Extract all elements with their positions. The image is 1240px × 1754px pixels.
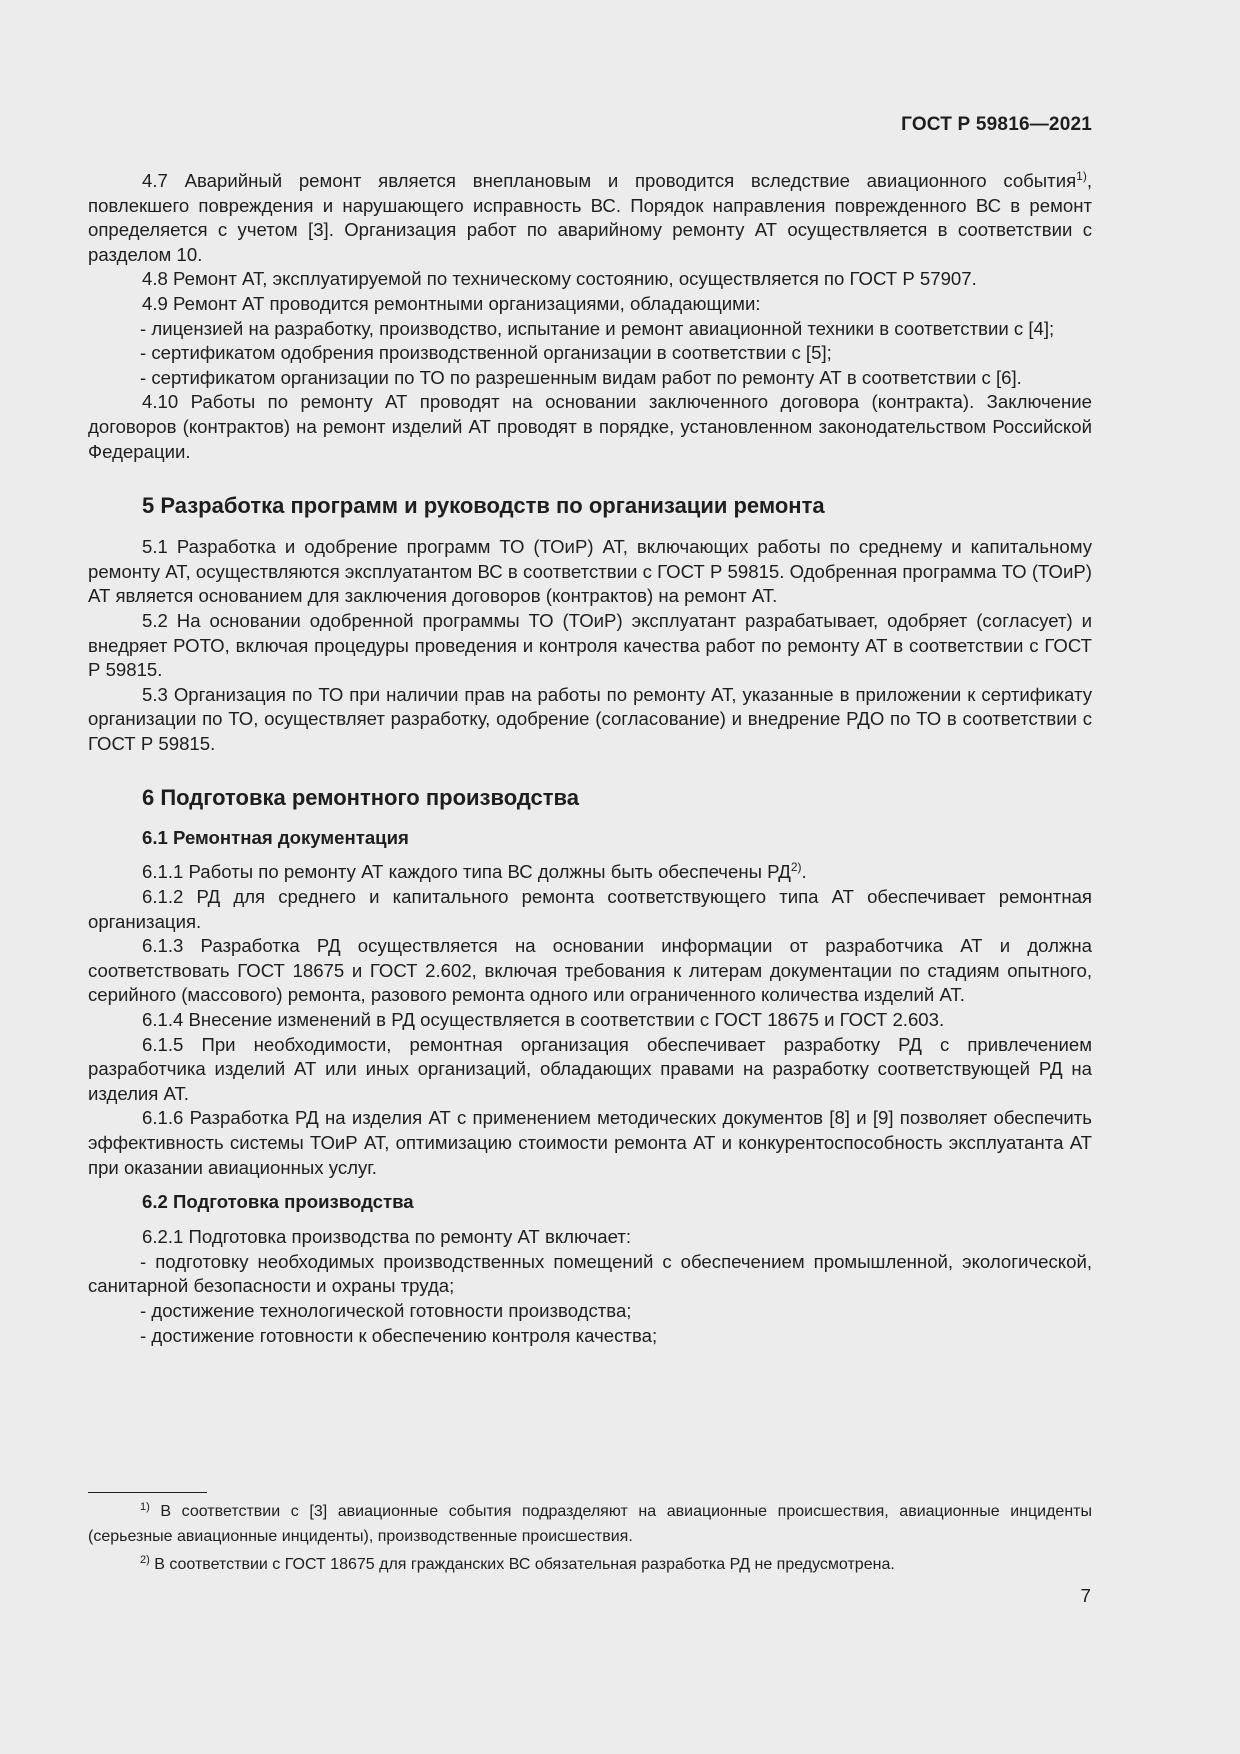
- footnote-1: [88, 1500, 1092, 1549]
- subsection-6-2-heading: 6.2 Подготовка производства: [142, 1191, 414, 1213]
- footnote-1-text: В соответствии с [3] авиационные события подразделяют на авиационные происшествия, авиационные инциденты (серьезные авиационные инциденты), производственные происшествия.: [88, 1503, 1092, 1545]
- list-item: - сертификатом одобрения производственной организации в соответствии с [5];: [140, 342, 832, 364]
- footnote-2-mark: 2): [140, 1554, 150, 1566]
- list-item: - достижение готовности к обеспечению контроля качества;: [140, 1324, 658, 1346]
- paragraph-5-3: 5.3 Организация по ТО при наличии прав на работы по ремонту АТ, указанные в приложении к сертификату организации по ТО, осуществляет разработку, одобрение (согласование) и внедрение РДО по ТО в соответствии с ГОСТ Р 59815.: [88, 683, 1092, 754]
- list-item: - подготовку необходимых производственных помещений с обеспечением промышленной, экологической, санитарной безопасности и охраны труда;: [88, 1250, 1092, 1297]
- paragraph-6-1-2: 6.1.2 РД для среднего и капитального ремонта соответствующего типа АТ обеспечивает ремонтная организация.: [88, 886, 1092, 932]
- paragraph-6-2-1: 6.2.1 Подготовка производства по ремонту АТ включает:: [142, 1226, 632, 1248]
- section-5-heading: 5 Разработка программ и руководств по организации ремонта: [142, 493, 825, 519]
- paragraph-4-8: 4.8 Ремонт АТ, эксплуатируемой по техническому состоянию, осуществляется по ГОСТ Р 57907.: [142, 268, 977, 290]
- paragraph-6-1-4: 6.1.4 Внесение изменений в РД осуществляется в соответствии с ГОСТ 18675 и ГОСТ 2.603.: [142, 1009, 945, 1031]
- page-number: 7: [1080, 1585, 1091, 1606]
- footnote-ref-1: 1): [1076, 169, 1087, 183]
- footnotes: [88, 1500, 1092, 1578]
- paragraph-6-1-6: 6.1.6 Разработка РД на изделия АТ с применением методических документов [8] и [9] позволяет обеспечить эффективность системы ТОиР АТ, оптимизацию стоимости ремонта АТ и конкурентоспособность эксплуатанта АТ при оказании авиационных услуг.: [88, 1107, 1092, 1178]
- footnote-1-mark: 1): [140, 1501, 150, 1513]
- paragraph-5-1: 5.1 Разработка и одобрение программ ТО (ТОиР) АТ, включающих работы по среднему и капитальному ремонту АТ, осуществляются эксплуатантом ВС в соответствии с ГОСТ Р 59815. Одобренная программа ТО (ТОиР) АТ является основанием для заключения договоров (контрактов) на ремонт АТ.: [88, 536, 1092, 607]
- footnote-2: [88, 1553, 1092, 1578]
- document-body: [88, 169, 1092, 1348]
- document-header: ГОСТ Р 59816—2021: [901, 114, 1092, 135]
- list-item: - лицензией на разработку, производство, испытание и ремонт авиационной техники в соответствии с [4];: [140, 317, 1055, 339]
- footnote-2-text: В соответствии с ГОСТ 18675 для гражданских ВС обязательная разработка РД не предусмотрена.: [149, 1556, 895, 1573]
- paragraph-6-1-1-text: 6.1.1 Работы по ремонту АТ каждого типа ВС должны быть обеспечены РД: [142, 861, 791, 883]
- subsection-6-1-heading: 6.1 Ремонтная документация: [142, 827, 409, 849]
- paragraph-6-1-3: 6.1.3 Разработка РД осуществляется на основании информации от разработчика АТ и должна соответствовать ГОСТ 18675 и ГОСТ 2.602, включая требования к литерам документации по стадиям опытного, серийного (массового) ремонта, разового ремонта одного или ограниченного количества изделий АТ.: [88, 935, 1092, 1006]
- paragraph-4-7-text: 4.7 Аварийный ремонт является внеплановым и проводится вследствие авиационного события: [142, 170, 1077, 191]
- paragraph-4-10: 4.10 Работы по ремонту АТ проводят на основании заключенного договора (контракта). Заключение договоров (контрактов) на ремонт изделий АТ проводят в порядке, установленном законодательством Российской Федерации.: [88, 391, 1092, 462]
- paragraph-6-1-1: [88, 860, 1092, 885]
- paragraph-4-9: 4.9 Ремонт АТ проводится ремонтными организациями, обладающими:: [142, 292, 761, 314]
- paragraph-6-1-1-rest: .: [801, 861, 807, 883]
- paragraph-5-2: 5.2 На основании одобренной программы ТО (ТОиР) эксплуатант разрабатывает, одобряет (согласует) и внедряет РОТО, включая процедуры проведения и контроля качества работ по ремонту АТ в соответствии с ГОСТ Р 59815.: [88, 609, 1092, 681]
- paragraph-4-7-rest: , повлекшего повреждения и нарушающего исправность ВС. Порядок направления поврежденного ВС в ремонт определяется с учетом [3]. Организация работ по аварийному ремонту АТ осуществляется в соответствии с разделом 10.: [88, 170, 1092, 265]
- list-item: - достижение технологической готовности производства;: [140, 1299, 632, 1321]
- footnote-separator: [88, 1492, 207, 1493]
- footnote-ref-2: 2): [790, 860, 802, 875]
- paragraph-6-1-5: 6.1.5 При необходимости, ремонтная организация обеспечивает разработку РД с привлечением разработчика изделий АТ или иных организаций, обладающих правами на разработку соответствующей РД на изделия АТ.: [88, 1033, 1092, 1104]
- list-item: - сертификатом организации по ТО по разрешенным видам работ по ремонту АТ в соответствии с [6].: [140, 366, 1022, 388]
- section-6-heading: 6 Подготовка ремонтного производства: [142, 785, 580, 811]
- paragraph-4-7: [88, 169, 1092, 267]
